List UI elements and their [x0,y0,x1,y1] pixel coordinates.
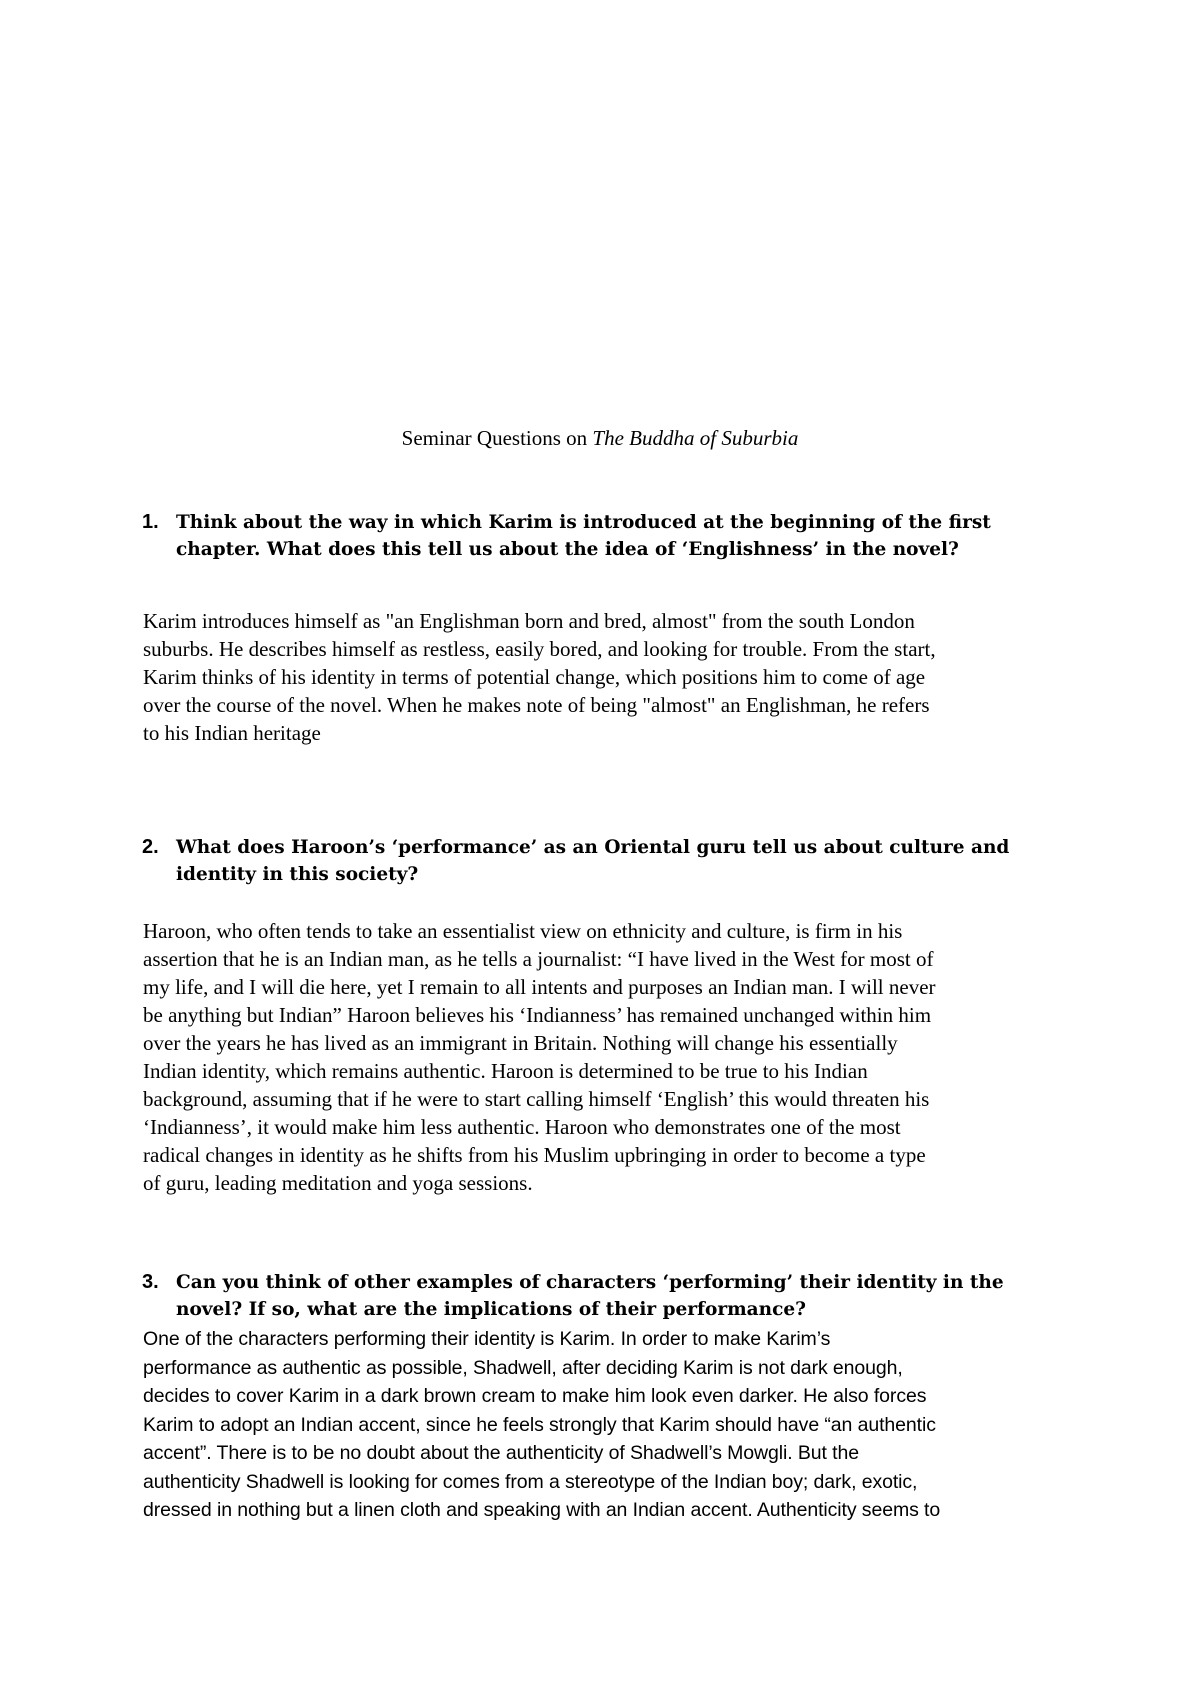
question-number: 2. [142,836,159,858]
question-line: Can you think of other examples of characters ‘performing’ their identity in the [176,1272,1004,1293]
answer-line: decides to cover Karim in a dark brown cream to make him look even darker. He also forces [143,1385,927,1407]
question-line: What does Haroon’s ‘performance’ as an Oriental guru tell us about culture and [176,837,1010,858]
answer-line: over the years he has lived as an immigrant in Britain. Nothing will change his essentially [143,1031,898,1055]
answer-line: suburbs. He describes himself as restless, easily bored, and looking for trouble. From the start, [143,637,936,661]
question-number: 1. [142,511,159,533]
answer-line: dressed in nothing but a linen cloth and speaking with an Indian accent. Authenticity seems to [143,1499,941,1521]
answer-line: background, assuming that if he were to start calling himself ‘English’ this would threaten his [143,1087,930,1111]
answer-line: be anything but Indian” Haroon believes his ‘Indianness’ has remained unchanged within him [143,1003,932,1027]
answer-line: ‘Indianness’, it would make him less authentic. Haroon who demonstrates one of the most [143,1115,901,1139]
question-3 [142,1269,1076,1323]
answer-line: Karim introduces himself as "an Englishman born and bred, almost" from the south London [143,609,915,633]
question-line: novel? If so, what are the implications of their performance? [176,1299,806,1320]
title-prefix: Seminar Questions on [401,426,593,450]
question-line: identity in this society? [176,864,419,885]
answer-line: authenticity Shadwell is looking for comes from a stereotype of the Indian boy; dark, exotic, [143,1470,918,1493]
answer-line: accent”. There is to be no doubt about the authenticity of Shadwell’s Mowgli. But the [143,1442,859,1464]
answer-line: to his Indian heritage [143,721,321,745]
answer-line: Karim thinks of his identity in terms of potential change, which positions him to come of age [143,665,926,689]
title-book-name: The Buddha of Suburbia [592,426,799,450]
answer-line: performance as authentic as possible, Shadwell, after deciding Karim is not dark enough, [143,1356,903,1379]
answer-line: my life, and I will die here, yet I remain to all intents and purposes an Indian man. I will never [143,975,936,999]
question-line: Think about the way in which Karim is introduced at the beginning of the first [176,512,991,533]
question-1 [142,509,1076,563]
document-title [0,424,1200,452]
question-2 [142,834,1076,888]
answer-line: Haroon, who often tends to take an essentialist view on ethnicity and culture, is firm in his [143,919,903,943]
answer-line: of guru, leading meditation and yoga sessions. [143,1171,533,1195]
question-line: chapter. What does this tell us about the idea of ‘Englishness’ in the novel? [176,539,959,560]
answer-3 [143,1325,1078,1525]
answer-line: Indian identity, which remains authentic. Haroon is determined to be true to his Indian [143,1059,868,1083]
answer-1 [143,607,1078,747]
answer-line: radical changes in identity as he shifts from his Muslim upbringing in order to become a type [143,1143,926,1167]
answer-line: assertion that he is an Indian man, as he tells a journalist: “I have lived in the West for most of [143,947,934,971]
question-number: 3. [142,1271,159,1293]
answer-line: Karim to adopt an Indian accent, since he feels strongly that Karim should have “an authentic [143,1413,936,1436]
answer-line: over the course of the novel. When he makes note of being "almost" an Englishman, he refers [143,693,930,717]
answer-line: One of the characters performing their identity is Karim. In order to make Karim’s [143,1328,831,1350]
answer-2 [143,917,1078,1197]
